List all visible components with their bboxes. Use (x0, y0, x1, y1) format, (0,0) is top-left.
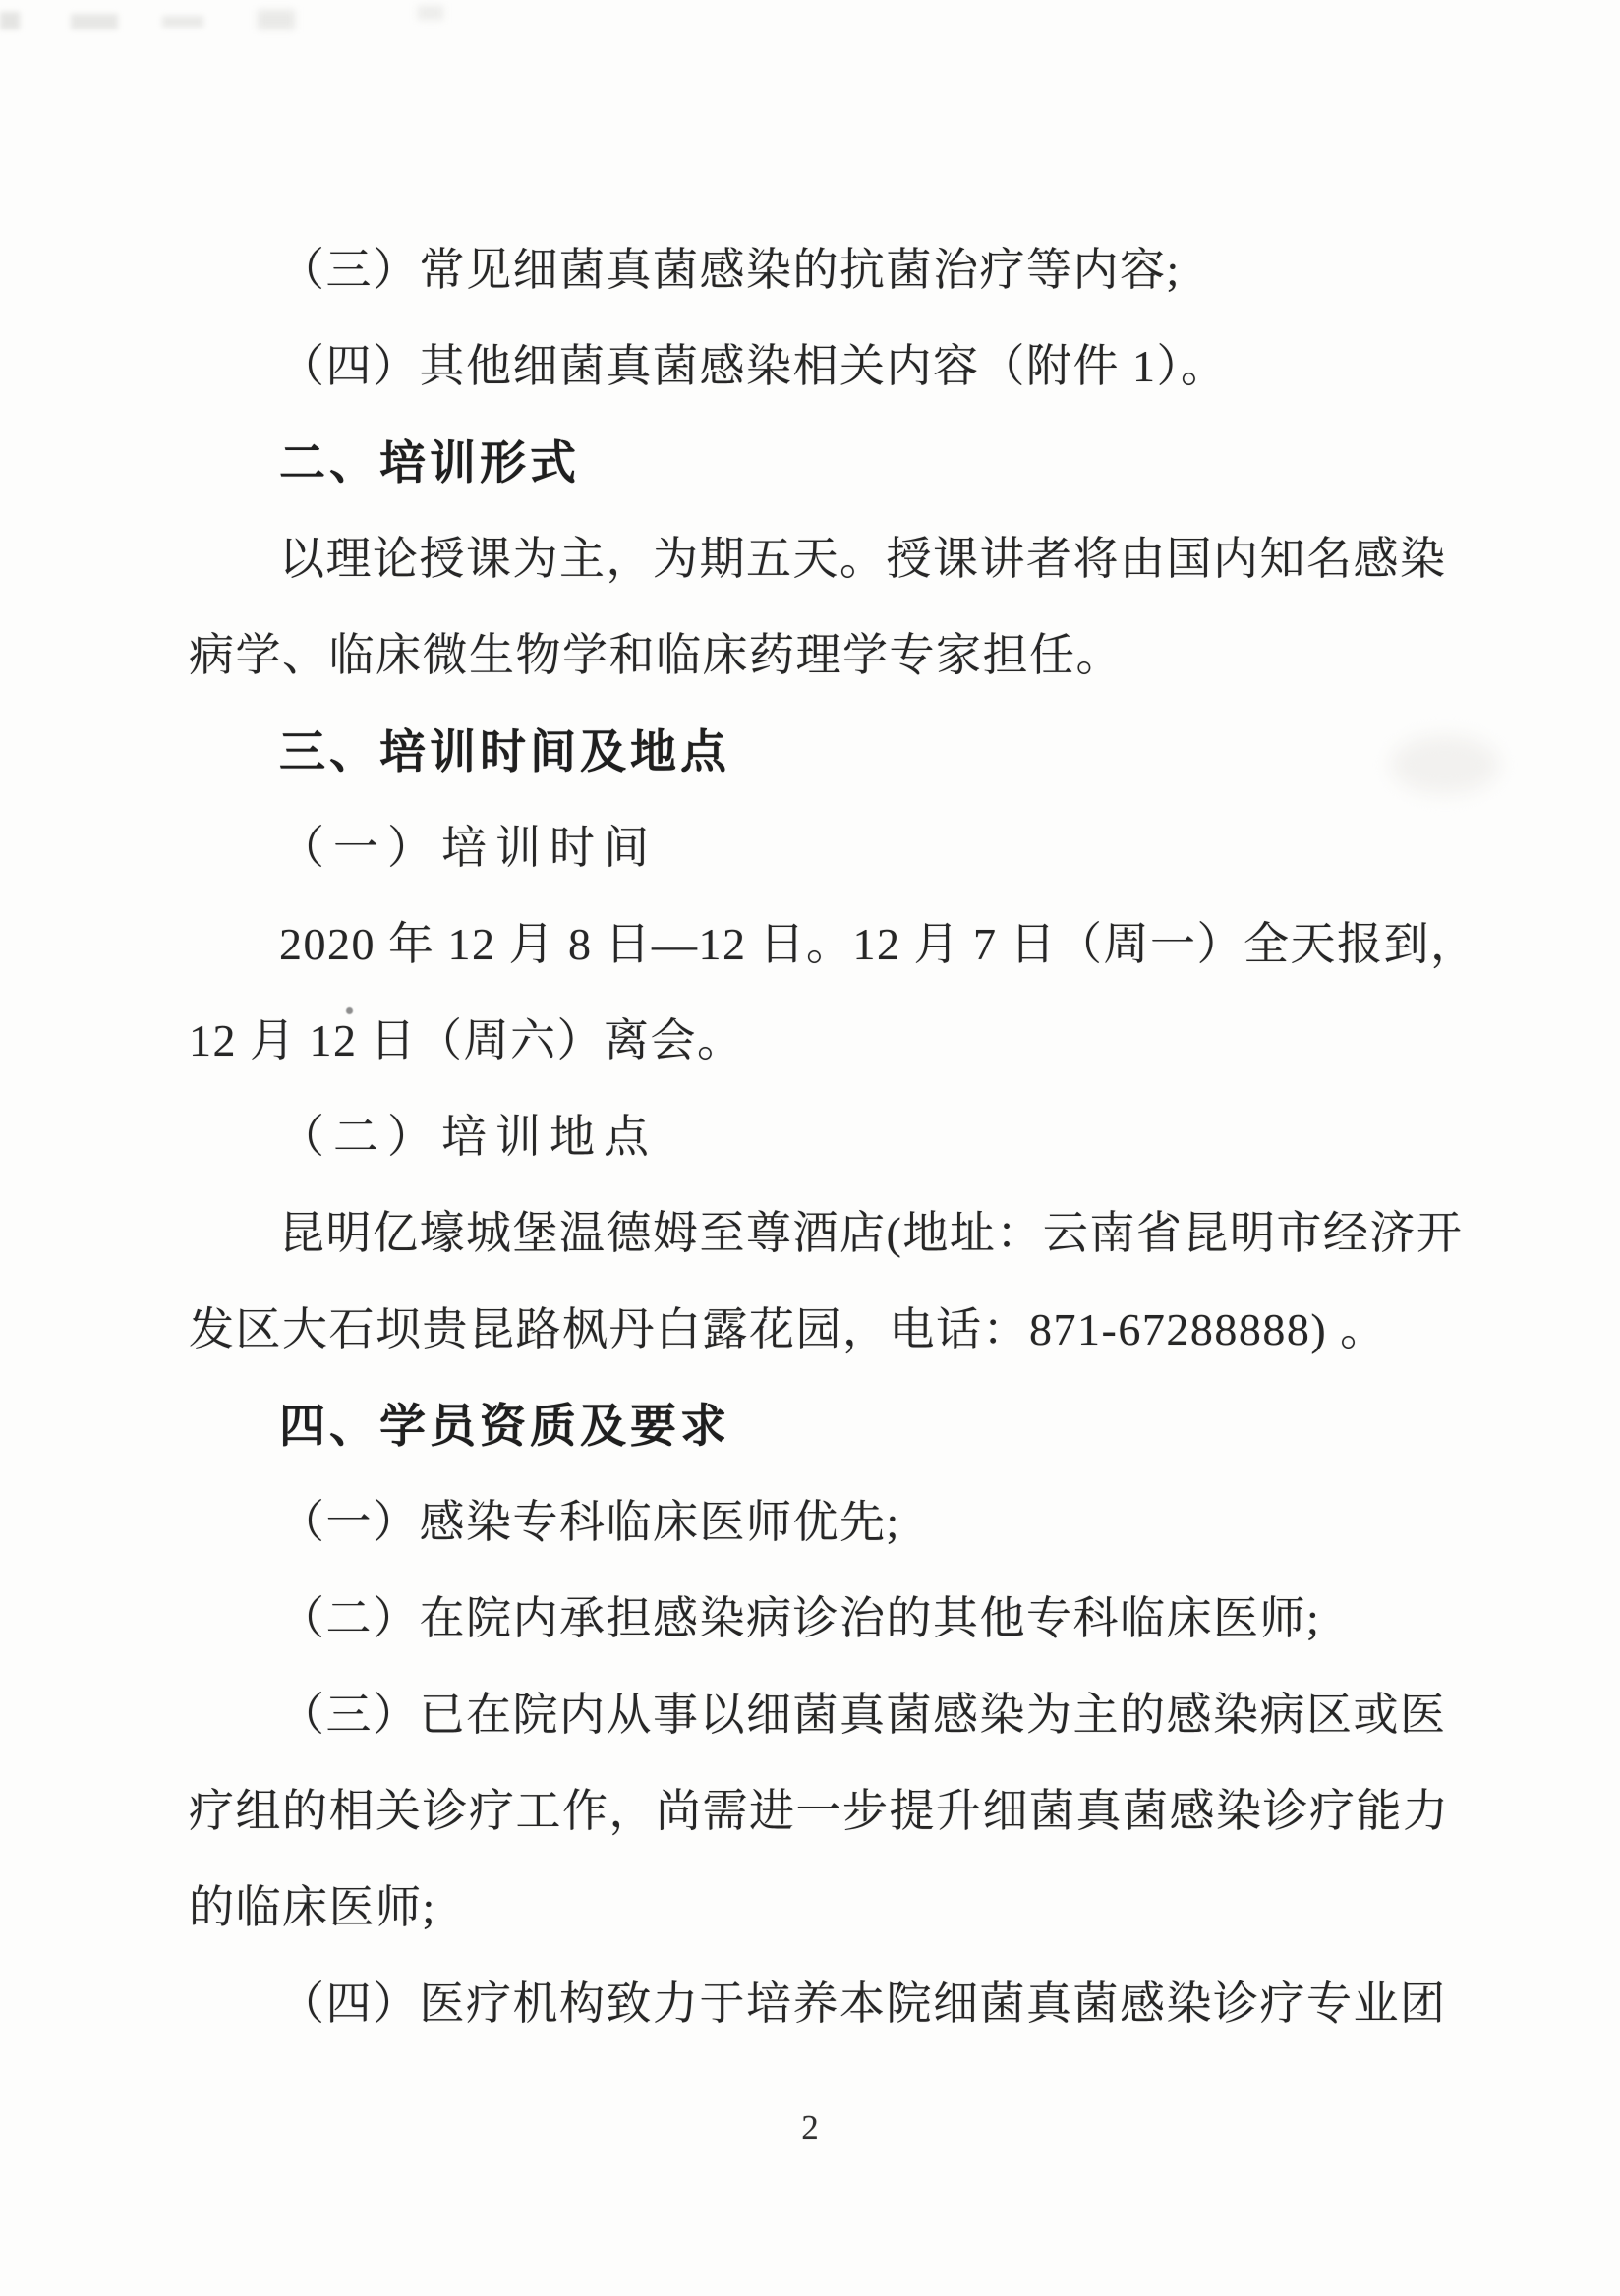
scan-smudge (258, 10, 295, 29)
section-heading: 四、学员资质及要求 (279, 1400, 730, 1452)
text-line: （二）在院内承担感染病诊治的其他专科临床医师; (279, 1593, 1321, 1643)
sub-heading: （二）培训地点 (279, 1112, 658, 1162)
section-heading: 二、培训形式 (279, 436, 580, 488)
scan-smudge (0, 12, 20, 29)
text-line: 2020 年 12 月 8 日—12 日。12 月 7 日（周一）全天报到， (279, 919, 1477, 969)
page-number: 2 (801, 2108, 819, 2147)
text-line: 昆明亿壕城堡温德姆至尊酒店(地址：云南省昆明市经济开 (279, 1208, 1464, 1258)
text-line: （一）感染专科临床医师优先; (279, 1497, 900, 1547)
scan-smudge (71, 14, 118, 29)
text-line: 12 月 12 日（周六）离会。 (189, 1015, 744, 1065)
text-line: （三）常见细菌真菌感染的抗菌治疗等内容; (279, 245, 1181, 295)
section-heading: 三、培训时间及地点 (279, 725, 730, 777)
text-line: 病学、临床微生物学和临床药理学专家担任。 (189, 630, 1123, 680)
sub-heading: （一）培训时间 (279, 823, 658, 873)
text-line: 疗组的相关诊疗工作，尚需进一步提升细菌真菌感染诊疗能力 (189, 1786, 1450, 1836)
text-line: （四）其他细菌真菌感染相关内容（附件 1）。 (279, 341, 1228, 391)
text-line: （三）已在院内从事以细菌真菌感染为主的感染病区或医 (279, 1690, 1447, 1740)
document-body (189, 222, 1496, 2052)
text-line: 的临床医师; (189, 1882, 436, 1932)
scan-smudge (162, 16, 203, 28)
scan-smudge (418, 6, 443, 20)
text-line: （四）医疗机构致力于培养本院细菌真菌感染诊疗专业团 (279, 1979, 1447, 2029)
text-line: 发区大石坝贵昆路枫丹白露花园，电话：871-67288888) 。 (189, 1304, 1387, 1354)
text-line: 以理论授课为主，为期五天。授课讲者将由国内知名感染 (279, 534, 1447, 584)
